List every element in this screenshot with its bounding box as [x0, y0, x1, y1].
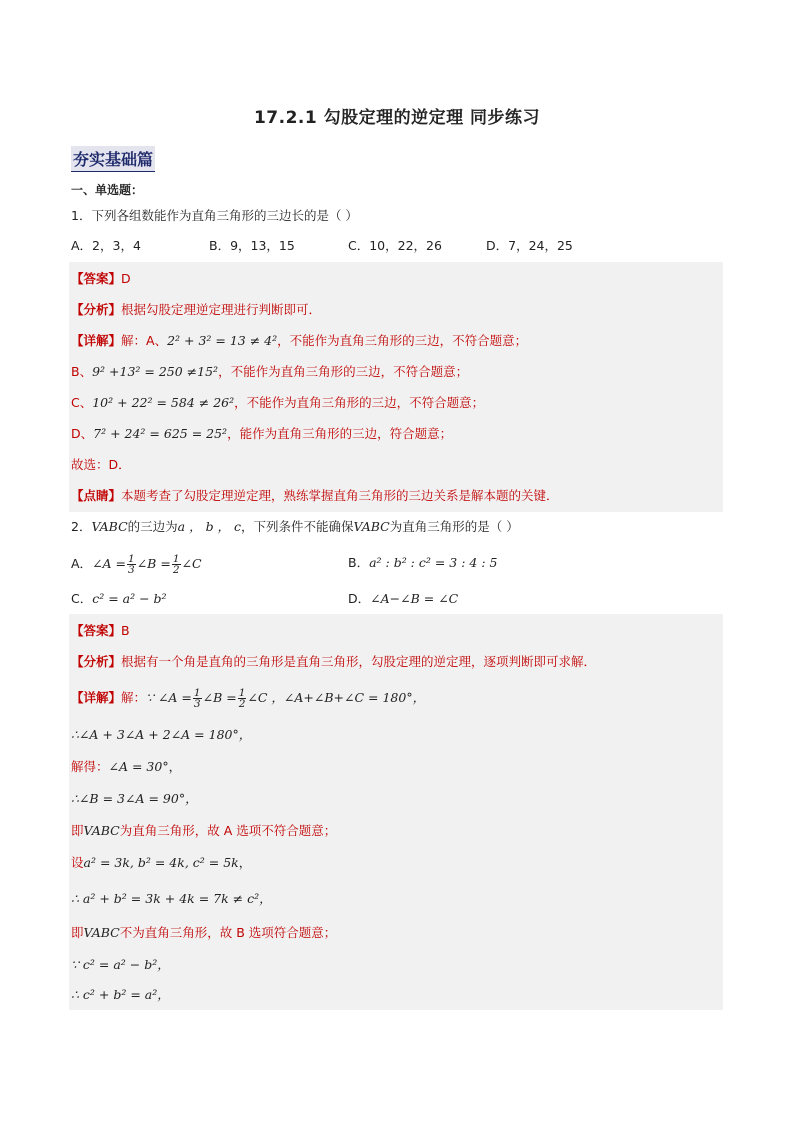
detail-math: 9² +13² = 250 ≠15²	[92, 364, 219, 379]
analysis-tag: 【分析】	[71, 654, 122, 669]
detail-math: 2² + 3² = 13 ≠ 4²	[167, 333, 278, 348]
detail-text: 即	[71, 925, 84, 940]
detail-prefix: B、	[71, 364, 93, 379]
fraction-denominator: 3	[193, 698, 201, 710]
detail-prefix: D、	[71, 426, 94, 441]
q2-detail-line-1	[71, 688, 425, 709]
q2-detail-line-3	[71, 758, 181, 776]
q1-detail-line-2	[71, 363, 468, 381]
fraction-numerator: 1	[238, 687, 246, 699]
q1-comment	[71, 487, 559, 505]
detail-text: 设	[71, 855, 84, 870]
option-label: B．	[348, 555, 370, 570]
q2-answer-block	[69, 614, 723, 1010]
detail-text: ，	[238, 855, 252, 870]
comment-tag: 【点睛】	[71, 488, 122, 503]
analysis-text: 根据有一个角是直角的三角形是直角三角形，勾股定理的逆定理，逐项判断即可求解．	[121, 654, 597, 669]
q2-stem-text: ，下列条件不能确保	[241, 519, 354, 534]
q1-answer-block	[69, 262, 723, 512]
q2-option-b	[348, 554, 497, 572]
answer-value: B	[121, 623, 130, 638]
option-math: ∠A−∠B = ∠C	[370, 591, 459, 606]
q2-stem-text: 为直角三角形的是（ ）	[389, 519, 519, 534]
q1-option-c: C．10，22，26	[348, 238, 442, 253]
option-math: ∠B =	[136, 556, 171, 571]
q2-stem-text: 的三边为	[127, 519, 178, 534]
detail-lead: 解：A、	[121, 333, 168, 348]
detail-math: 7² + 24² = 625 = 25²	[93, 426, 228, 441]
q1-detail-line-1	[71, 332, 527, 350]
detail-text: 解得：	[71, 759, 109, 774]
option-label: C．	[71, 591, 93, 606]
q2-detail-line-2: ∴∠A + 3∠A + 2∠A = 180°，	[71, 727, 252, 742]
q1-stem: 1．下列各组数能作为直角三角形的三边长的是（ ）	[71, 208, 358, 223]
fraction-numerator: 1	[172, 553, 180, 565]
q2-detail-line-5	[71, 822, 336, 840]
detail-prefix: C、	[71, 395, 93, 410]
q2-detail-line-8	[71, 924, 336, 942]
detail-text: ，能作为直角三角形的三边，符合题意；	[227, 426, 453, 441]
fraction-denominator: 2	[238, 698, 246, 710]
answer-tag: 【答案】	[71, 623, 122, 638]
q1-detail-line-3	[71, 394, 484, 412]
detail-math: 10² + 22² = 584 ≠ 26²	[92, 395, 235, 410]
comment-text: 本题考查了勾股定理逆定理，熟练掌握直角三角形的三边关系是解本题的关键．	[121, 488, 559, 503]
option-math: ∠A =	[92, 556, 127, 571]
q2-triangle: VABC	[91, 519, 128, 534]
detail-text: 不为直角三角形，故 B 选项符合题意；	[119, 925, 337, 940]
q1-answer	[71, 270, 131, 288]
q1-analysis	[71, 301, 321, 319]
q1-option-d: D．7，24，25	[486, 238, 573, 253]
q2-detail-line-10: ∴ c² + b² = a²，	[71, 987, 170, 1002]
fraction-numerator: 1	[128, 553, 135, 565]
option-label: A．	[71, 556, 93, 571]
detail-tag: 【详解】	[71, 690, 122, 705]
q1-detail-line-4	[71, 425, 452, 443]
q2-detail-line-9: ∵ c² = a² − b²，	[71, 957, 170, 972]
option-math: c² = a² − b²	[92, 591, 167, 606]
analysis-tag: 【分析】	[71, 302, 122, 317]
answer-value: D	[121, 271, 131, 286]
q1-option-b: B．9，13，15	[209, 238, 295, 253]
q2-detail-line-6	[71, 854, 251, 872]
fraction	[238, 688, 247, 709]
detail-text: 为直角三角形，故 A 选项不符合题意；	[119, 823, 337, 838]
q2-option-d	[348, 590, 458, 608]
detail-text: ，	[168, 759, 182, 774]
detail-text: ，不能作为直角三角形的三边，不符合题意；	[218, 364, 469, 379]
q2-option-a	[71, 554, 202, 575]
q2-detail-line-7: ∴ a² + b² = 3k + 4k = 7k ≠ c²，	[71, 891, 272, 906]
subheading-single-choice: 一、单选题：	[71, 183, 144, 197]
option-math: a² : b² : c² = 3 : 4 : 5	[369, 555, 498, 570]
fraction-denominator: 2	[172, 564, 180, 576]
detail-math: ∠A = 30°	[108, 759, 169, 774]
q2-option-c	[71, 590, 167, 608]
fraction	[172, 554, 181, 575]
section-title: 夯实基础篇	[71, 146, 155, 172]
fraction-denominator: 3	[128, 564, 135, 576]
detail-math: ∠B =	[202, 690, 237, 705]
q2-detail-line-4: ∴∠B = 3∠A = 90°，	[71, 791, 198, 806]
detail-lead: 解：	[121, 690, 147, 705]
answer-tag: 【答案】	[71, 271, 122, 286]
q2-stem	[71, 518, 519, 536]
q1-option-a: A．2，3，4	[71, 238, 141, 253]
option-math: ∠C	[181, 556, 202, 571]
q1-conclusion: 故选：D．	[71, 457, 131, 472]
q2-analysis	[71, 653, 596, 671]
detail-text: ，不能作为直角三角形的三边，不符合题意；	[234, 395, 485, 410]
detail-math: VABC	[83, 925, 120, 940]
q2-answer	[71, 622, 130, 640]
detail-math: VABC	[83, 823, 120, 838]
fraction	[127, 554, 136, 575]
q2-sides: a ， b ， c	[177, 519, 242, 534]
q2-number: 2．	[71, 519, 92, 534]
page-title: 17.2.1 勾股定理的逆定理 同步练习	[253, 108, 541, 128]
analysis-text: 根据勾股定理逆定理进行判断即可．	[121, 302, 322, 317]
detail-tag: 【详解】	[71, 333, 122, 348]
detail-text: 即	[71, 823, 84, 838]
detail-math: ∵ ∠A =	[146, 690, 192, 705]
option-label: D．	[348, 591, 371, 606]
fraction-numerator: 1	[193, 687, 201, 699]
detail-math: a² = 3k, b² = 4k, c² = 5k	[83, 855, 239, 870]
detail-text: ，不能作为直角三角形的三边，不符合题意；	[277, 333, 528, 348]
detail-math: ∠C ，∠A+∠B+∠C = 180°，	[247, 690, 426, 705]
fraction	[193, 688, 202, 709]
q2-triangle: VABC	[353, 519, 390, 534]
